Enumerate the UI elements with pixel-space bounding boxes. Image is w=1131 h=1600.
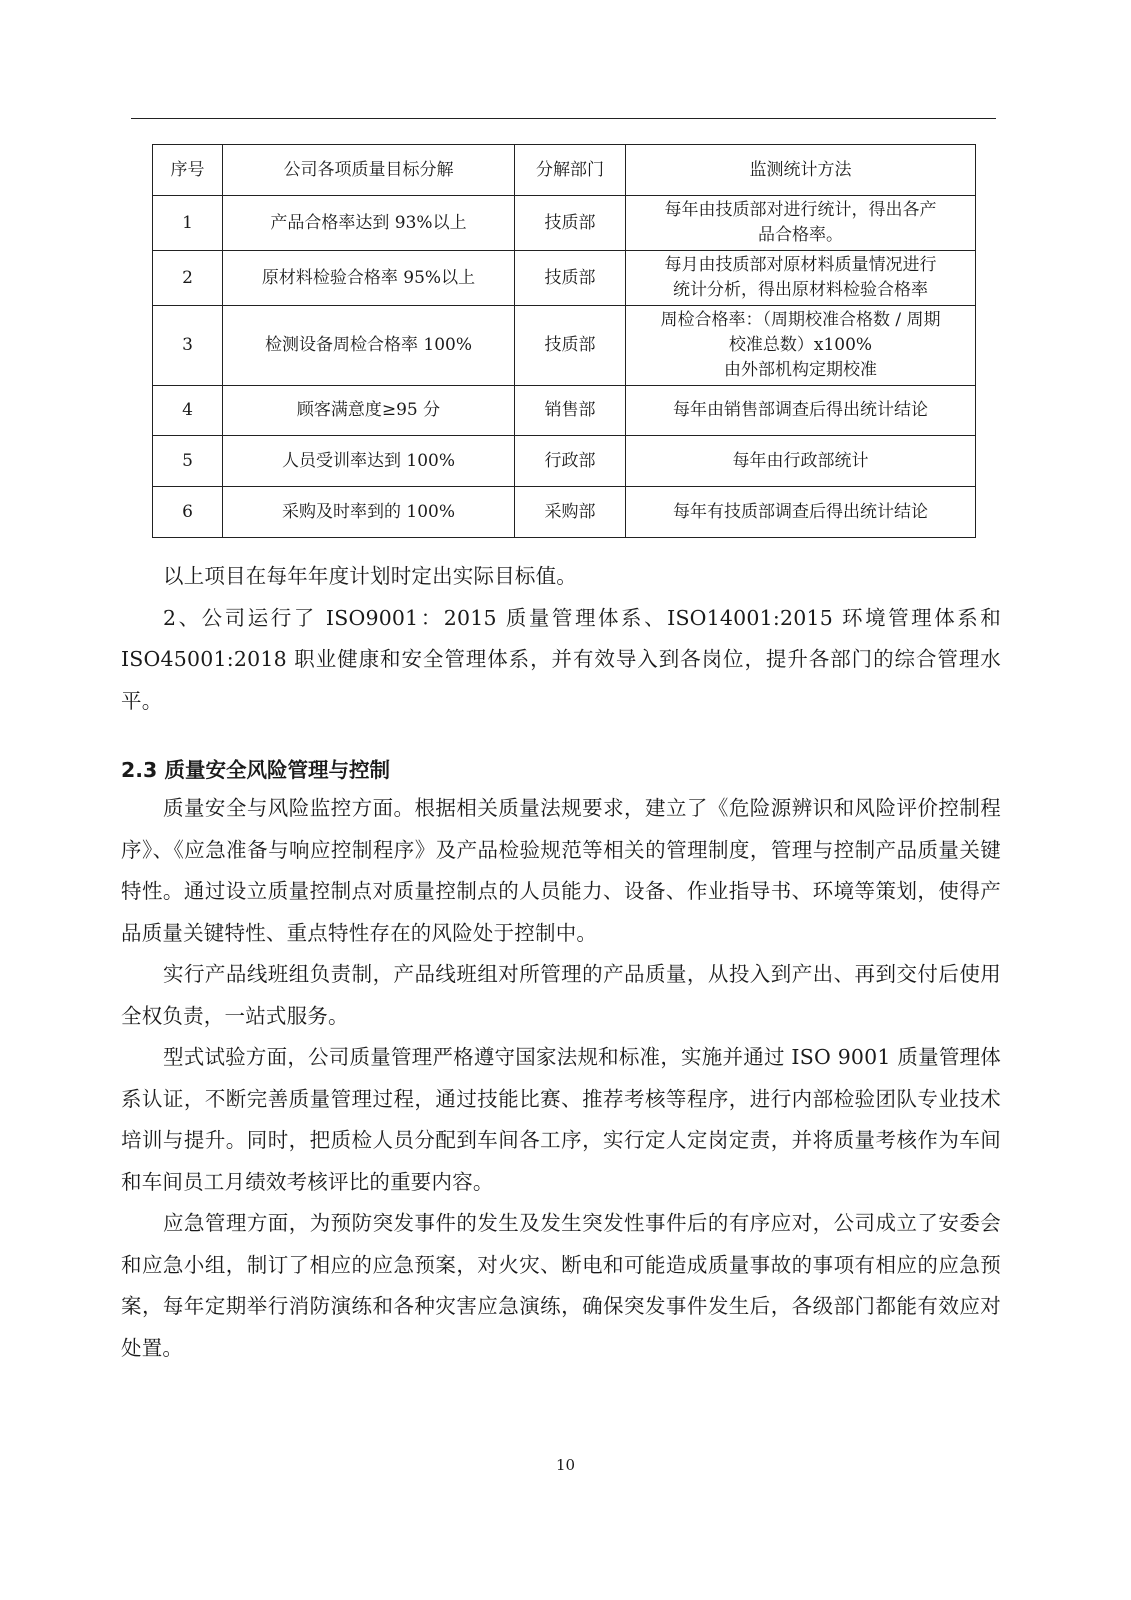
header-rule <box>131 118 996 119</box>
header-cell-method: 监测统计方法 <box>626 145 976 196</box>
header-cell-no: 序号 <box>153 145 223 196</box>
cell-goal: 检测设备周检合格率 100% <box>223 306 515 386</box>
cell-method <box>626 251 976 306</box>
cell-dept: 行政部 <box>515 436 626 487</box>
header-cell-dept: 分解部门 <box>515 145 626 196</box>
cell-dept: 技质部 <box>515 306 626 386</box>
cell-no: 2 <box>153 251 223 306</box>
paragraph-targets-note: 以上项目在每年年度计划时定出实际目标值。 <box>163 564 577 588</box>
method-line: 统计分析，得出原材料检验合格率 <box>673 280 928 300</box>
header-cell-goal: 公司各项质量目标分解 <box>223 145 515 196</box>
cell-method <box>626 196 976 251</box>
cell-goal: 采购及时率到的 100% <box>223 487 515 538</box>
method-line: 品合格率。 <box>758 225 843 245</box>
cell-method <box>626 306 976 386</box>
cell-method <box>626 487 976 538</box>
method-line: 校准总数）x100% <box>728 335 873 355</box>
method-line: 由外部机构定期校准 <box>724 360 877 380</box>
table-row <box>153 251 976 306</box>
paragraph-emergency-management: 应急管理方面，为预防突发事件的发生及发生突发性事件后的有序应对，公司成立了安委会和应急小组，制订了相应的应急预案，对火灾、断电和可能造成质量事故的事项有相应的应急预案，每年定期举行消防演练和各种灾害应急演练，确保突发事件发生后，各级部门都能有效应对处置。 <box>121 1211 1001 1360</box>
table-header-row <box>153 145 976 196</box>
paragraph-team-responsibility: 实行产品线班组负责制，产品线班组对所管理的产品质量，从投入到产出、再到交付后使用全权负责，一站式服务。 <box>121 962 1001 1028</box>
paragraph-type-testing: 型式试验方面，公司质量管理严格遵守国家法规和标准，实施并通过 ISO 9001 质量管理体系认证，不断完善质量管理过程，通过技能比赛、推荐考核等程序，进行内部检验团队专业技术培训与提升。同时，把质检人员分配到车间各工序，实行定人定岗定责，并将质量考核作为车间和车间员工月绩效考核评比的重要内容。 <box>121 1045 1001 1194</box>
cell-no: 1 <box>153 196 223 251</box>
paragraph-management-systems: 2、公司运行了 ISO9001：2015 质量管理体系、ISO14001:2015 环境管理体系和ISO45001:2018 职业健康和安全管理体系，并有效导入到各岗位，提升各部门的综合管理水平。 <box>121 605 1001 713</box>
method-line: 每年由销售部调查后得出统计结论 <box>673 400 928 420</box>
table-row <box>153 306 976 386</box>
method-line: 每年由技质部对进行统计，得出各产 <box>664 200 937 220</box>
quality-goals-table <box>152 144 976 538</box>
table-row <box>153 436 976 487</box>
section-heading: 2.3 质量安全风险管理与控制 <box>121 758 390 782</box>
cell-dept: 技质部 <box>515 251 626 306</box>
page-number: 10 <box>555 1456 576 1474</box>
cell-no: 5 <box>153 436 223 487</box>
cell-goal: 人员受训率达到 100% <box>223 436 515 487</box>
cell-dept: 采购部 <box>515 487 626 538</box>
cell-goal: 原材料检验合格率 95%以上 <box>223 251 515 306</box>
cell-dept: 销售部 <box>515 386 626 436</box>
intro-paragraphs <box>121 556 1001 722</box>
method-line: 每月由技质部对原材料质量情况进行 <box>664 255 937 275</box>
cell-dept: 技质部 <box>515 196 626 251</box>
cell-no: 3 <box>153 306 223 386</box>
cell-no: 4 <box>153 386 223 436</box>
cell-goal: 产品合格率达到 93%以上 <box>223 196 515 251</box>
method-line: 每年由行政部统计 <box>732 450 869 471</box>
table-row <box>153 386 976 436</box>
cell-goal: 顾客满意度≥95 分 <box>223 386 515 436</box>
method-line: 每年有技质部调查后得出统计结论 <box>673 501 928 522</box>
cell-method <box>626 386 976 436</box>
table-row <box>153 196 976 251</box>
paragraph-risk-monitoring: 质量安全与风险监控方面。根据相关质量法规要求，建立了《危险源辨识和风险评价控制程序》、《应急准备与响应控制程序》及产品检验规范等相关的管理制度，管理与控制产品质量关键特性。通过设立质量控制点对质量控制点的人员能力、设备、作业指导书、环境等策划，使得产品质量关键特性、重点特性存在的风险处于控制中。 <box>121 796 1001 945</box>
method-line: 周检合格率：（周期校准合格数 / 周期 <box>660 310 941 330</box>
cell-no: 6 <box>153 487 223 538</box>
section-body <box>121 788 1001 1369</box>
table-row <box>153 487 976 538</box>
cell-method <box>626 436 976 487</box>
